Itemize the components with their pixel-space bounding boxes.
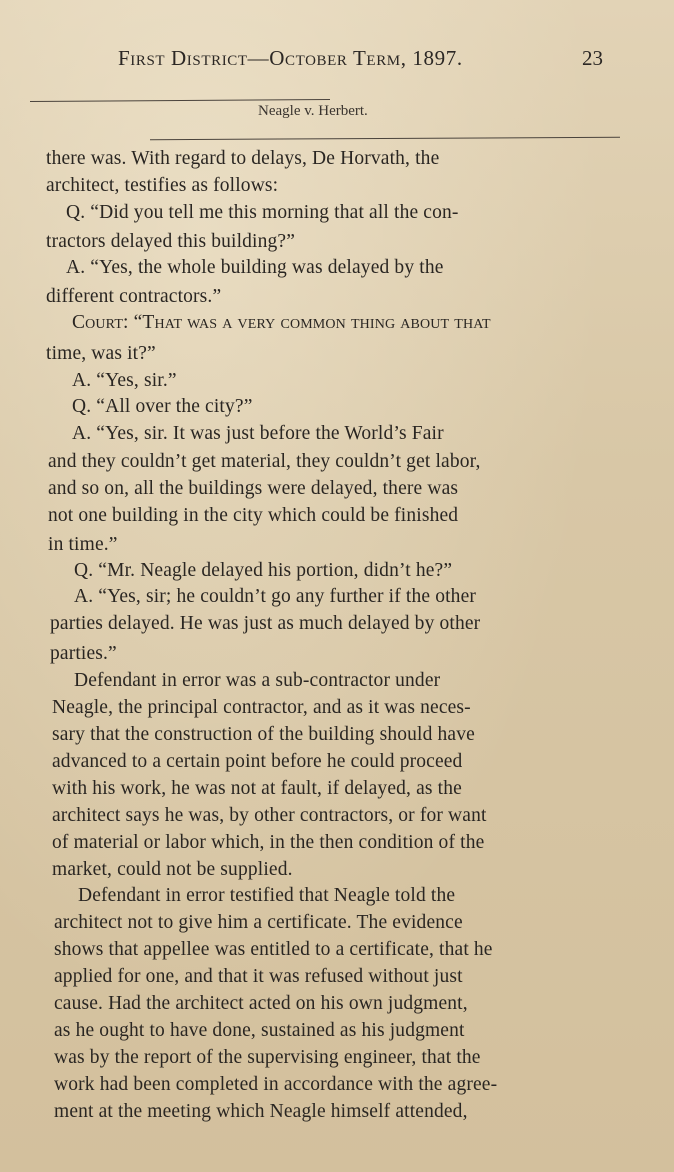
text-line: A. “Yes, sir. It was just before the World’s Fair	[72, 423, 444, 444]
text-line: as he ought to have done, sustained as his judgment	[54, 1020, 465, 1041]
text-line: was by the report of the supervising engineer, that the	[54, 1047, 481, 1068]
text-line: with his work, he was not at fault, if delayed, as the	[52, 778, 462, 799]
text-line: architect, testifies as follows:	[46, 175, 279, 196]
text-line: market, could not be supplied.	[52, 859, 293, 880]
text-line: ment at the meeting which Neagle himself attended,	[54, 1101, 468, 1122]
text-line: Q. “All over the city?”	[72, 396, 253, 417]
text-line: Defendant in error was a sub-contractor under	[74, 670, 441, 691]
text-line: sary that the construction of the building should have	[52, 724, 475, 745]
text-line: applied for one, and that it was refused without just	[54, 966, 463, 987]
text-line: shows that appellee was entitled to a certificate, that he	[54, 939, 493, 960]
text-line: tractors delayed this building?”	[46, 231, 296, 252]
text-line: there was. With regard to delays, De Horvath, the	[46, 148, 440, 169]
text-line: and they couldn’t get material, they couldn’t get labor,	[48, 451, 481, 472]
text-line: architect says he was, by other contractors, or for want	[52, 805, 487, 826]
text-line: A. “Yes, the whole building was delayed by the	[66, 257, 444, 278]
text-line: parties.”	[50, 643, 117, 664]
text-line: cause. Had the architect acted on his own judgment,	[54, 993, 468, 1014]
text-line: time, was it?”	[46, 343, 156, 364]
text-line: Neagle, the principal contractor, and as it was neces-	[52, 697, 471, 718]
text-line: parties delayed. He was just as much delayed by other	[50, 613, 481, 634]
case-title: Neagle v. Herbert.	[258, 103, 368, 119]
page-number: 23	[582, 46, 603, 70]
text-line: Q. “Mr. Neagle delayed his portion, didn’t he?”	[74, 560, 453, 581]
text-line: Defendant in error testified that Neagle told the	[78, 885, 456, 906]
running-head: First District—October Term, 1897.	[118, 46, 463, 70]
text-line: in time.”	[48, 534, 118, 555]
text-line: architect not to give him a certificate. The evidence	[54, 912, 463, 933]
text-line: not one building in the city which could be finished	[48, 505, 459, 526]
text-line: and so on, all the buildings were delayed, there was	[48, 478, 459, 499]
text-line: different contractors.”	[46, 286, 222, 307]
text-line: Q. “Did you tell me this morning that all the con-	[66, 202, 459, 223]
text-line: A. “Yes, sir.”	[72, 370, 177, 391]
text-line: A. “Yes, sir; he couldn’t go any further if the other	[74, 586, 477, 607]
text-line: of material or labor which, in the then condition of the	[52, 832, 485, 853]
text-line: advanced to a certain point before he could proceed	[52, 751, 463, 772]
text-line: Court: “That was a very common thing about that	[72, 312, 491, 333]
text-line: work had been completed in accordance with the agree-	[54, 1074, 498, 1095]
